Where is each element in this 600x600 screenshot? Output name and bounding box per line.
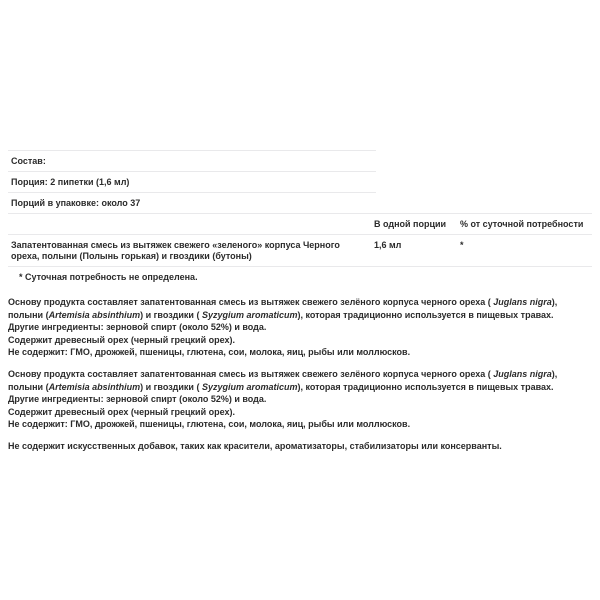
table-header-row [8,213,592,234]
other-ingredients-line: Другие ингредиенты: зерновой спирт (около 52%) и вода. [8,322,267,333]
tree-nut-warning-line: Содержит древесный орех (черный грецкий орех). [8,334,235,345]
species-syzygium-aromaticum: Syzygium aromaticum [201,309,298,320]
table-row-serving-size [8,171,376,192]
composition-label: Состав: [11,156,46,166]
column-header-daily-value: % от суточной потребности [460,219,584,229]
daily-value-footnote: * Суточная потребность не определена. [19,272,198,282]
species-juglans-nigra: Juglans nigra [493,297,552,307]
supplement-facts-table [8,150,592,283]
description-line-1 [8,368,594,381]
ingredient-daily-value: * [460,240,464,250]
serving-size-label: Порция: 2 пипетки (1,6 мл) [11,177,130,187]
column-header-amount: В одной порции [374,219,447,229]
description-line-2-text-c: ), которая традиционно используется в пищевых травах. [297,309,554,320]
table-row-servings-per-container [8,192,376,213]
description-line-1-text-b: ), [551,369,558,379]
species-juglans-nigra: Juglans nigra [493,369,552,379]
description-line-2-text-a: полыни ( [8,309,49,320]
species-artemisia-absinthium: Artemisia absinthium [48,309,141,320]
description-line-2-text-b: ) и гвоздики ( [140,381,202,392]
description-line-2-text-a: полыни ( [8,381,49,392]
additives-note-block [8,440,594,453]
species-artemisia-absinthium: Artemisia absinthium [48,381,141,392]
description-line-2 [8,309,594,322]
tree-nut-warning-line: Содержит древесный орех (черный грецкий орех). [8,406,235,417]
ingredient-amount: 1,6 мл [374,240,402,250]
free-from-line: Не содержит: ГМО, дрожжей, пшеницы, глютена, сои, молока, яиц, рыбы или моллюсков. [8,419,411,430]
table-row-ingredient [8,234,592,266]
free-from-line: Не содержит: ГМО, дрожжей, пшеницы, глютена, сои, молока, яиц, рыбы или моллюсков. [8,347,411,358]
description-line-2-text-c: ), которая традиционно используется в пищевых травах. [297,381,554,392]
description-line-1-text-a: Основу продукта составляет запатентованная смесь из вытяжек свежего зелёного корпуса черного ореха ( [8,369,494,379]
description-line-1-text-b: ), [551,297,558,307]
species-syzygium-aromaticum: Syzygium aromaticum [201,381,298,392]
description-block-primary [8,296,594,359]
description-line-2-text-b: ) и гвоздики ( [140,309,202,320]
description-line-1 [8,296,594,309]
ingredient-name: Запатентованная смесь из вытяжек свежего «зеленого» корпуса Черного ореха, полыни (Полынь горькая) и гвоздики (бутоны) [11,240,340,261]
description-line-2 [8,381,594,394]
description-block-secondary [8,368,594,431]
other-ingredients-line: Другие ингредиенты: зерновой спирт (около 52%) и вода. [8,394,267,405]
servings-per-container-label: Порций в упаковке: около 37 [11,198,141,208]
additives-note-line: Не содержит искусственных добавок, таких как красители, ароматизаторы, стабилизаторы или консерванты. [8,441,502,451]
table-row-composition [8,150,376,171]
description-line-1-text-a: Основу продукта составляет запатентованная смесь из вытяжек свежего зелёного корпуса черного ореха ( [8,297,494,307]
